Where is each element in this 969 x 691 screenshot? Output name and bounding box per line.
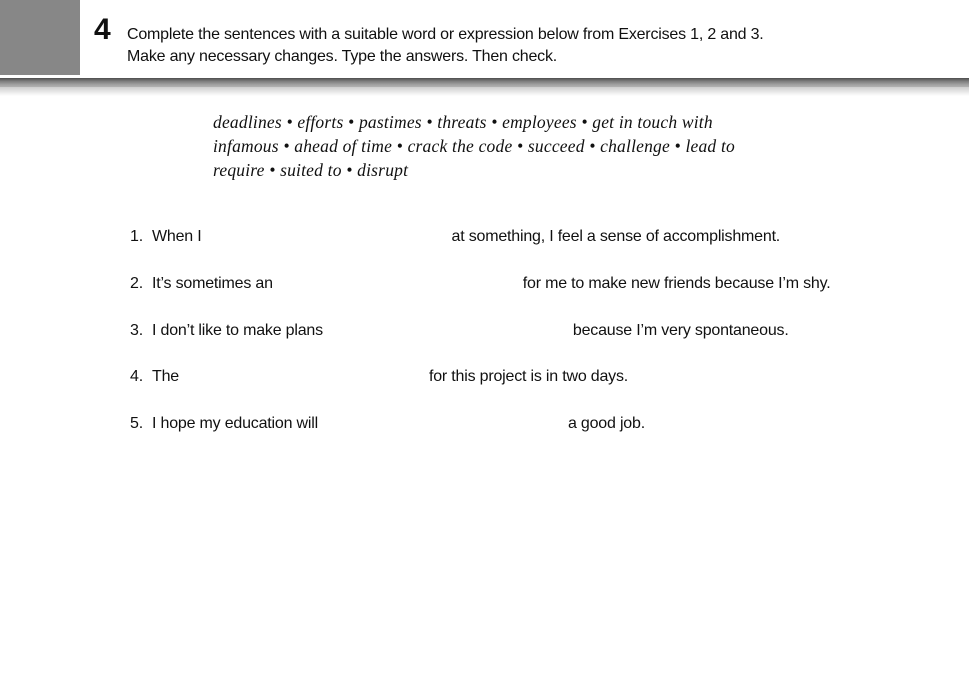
answer-input-5[interactable] — [318, 415, 568, 433]
word-bank-line: deadlines • efforts • pastimes • threats • employees • get in touch with — [213, 112, 713, 132]
header-rule-bar — [0, 78, 969, 87]
sentence-pre-text: It’s sometimes an — [152, 275, 273, 292]
sentence-number: 3. — [130, 322, 143, 339]
sentence-post-text: for me to make new friends because I’m shy. — [522, 275, 831, 292]
exercise-instructions — [127, 24, 917, 68]
answer-input-4[interactable] — [179, 368, 429, 386]
sentence-row-2 — [130, 274, 830, 294]
sentence-pre-text: I don’t like to make plans — [152, 322, 323, 339]
sentence-pre-text: I hope my education will — [152, 415, 318, 432]
sentence-post-text: because I’m very spontaneous. — [572, 322, 789, 339]
answer-input-3[interactable] — [323, 322, 573, 340]
sentence-row-4 — [130, 367, 628, 387]
sentence-number: 5. — [130, 415, 143, 432]
sentence-number: 4. — [130, 368, 143, 385]
instructions-line-1: Complete the sentences with a suitable word or expression below from Exercises 1, 2 and 3. — [127, 26, 764, 43]
word-bank — [213, 110, 735, 182]
exercise-number: 4 — [94, 13, 112, 46]
sentence-row-5 — [130, 414, 645, 434]
sentence-post-text: a good job. — [567, 415, 645, 432]
sentence-number: 1. — [130, 228, 143, 245]
sentence-pre-text: When I — [152, 228, 202, 245]
corner-decoration — [0, 0, 80, 75]
sentence-post-text: at something, I feel a sense of accomplishment. — [451, 228, 781, 245]
header-rule-shadow — [0, 87, 969, 96]
answer-input-1[interactable] — [202, 228, 452, 246]
sentence-row-3 — [130, 321, 789, 341]
sentence-pre-text: The — [152, 368, 179, 385]
word-bank-line: require • suited to • disrupt — [213, 160, 409, 180]
sentence-post-text: for this project is in two days. — [428, 368, 628, 385]
instructions-line-2: Make any necessary changes. Type the answers. Then check. — [127, 48, 558, 65]
sentence-row-1 — [130, 227, 780, 247]
answer-input-2[interactable] — [273, 275, 523, 293]
sentence-number: 2. — [130, 275, 143, 292]
word-bank-line: infamous • ahead of time • crack the code • succeed • challenge • lead to — [213, 136, 735, 156]
